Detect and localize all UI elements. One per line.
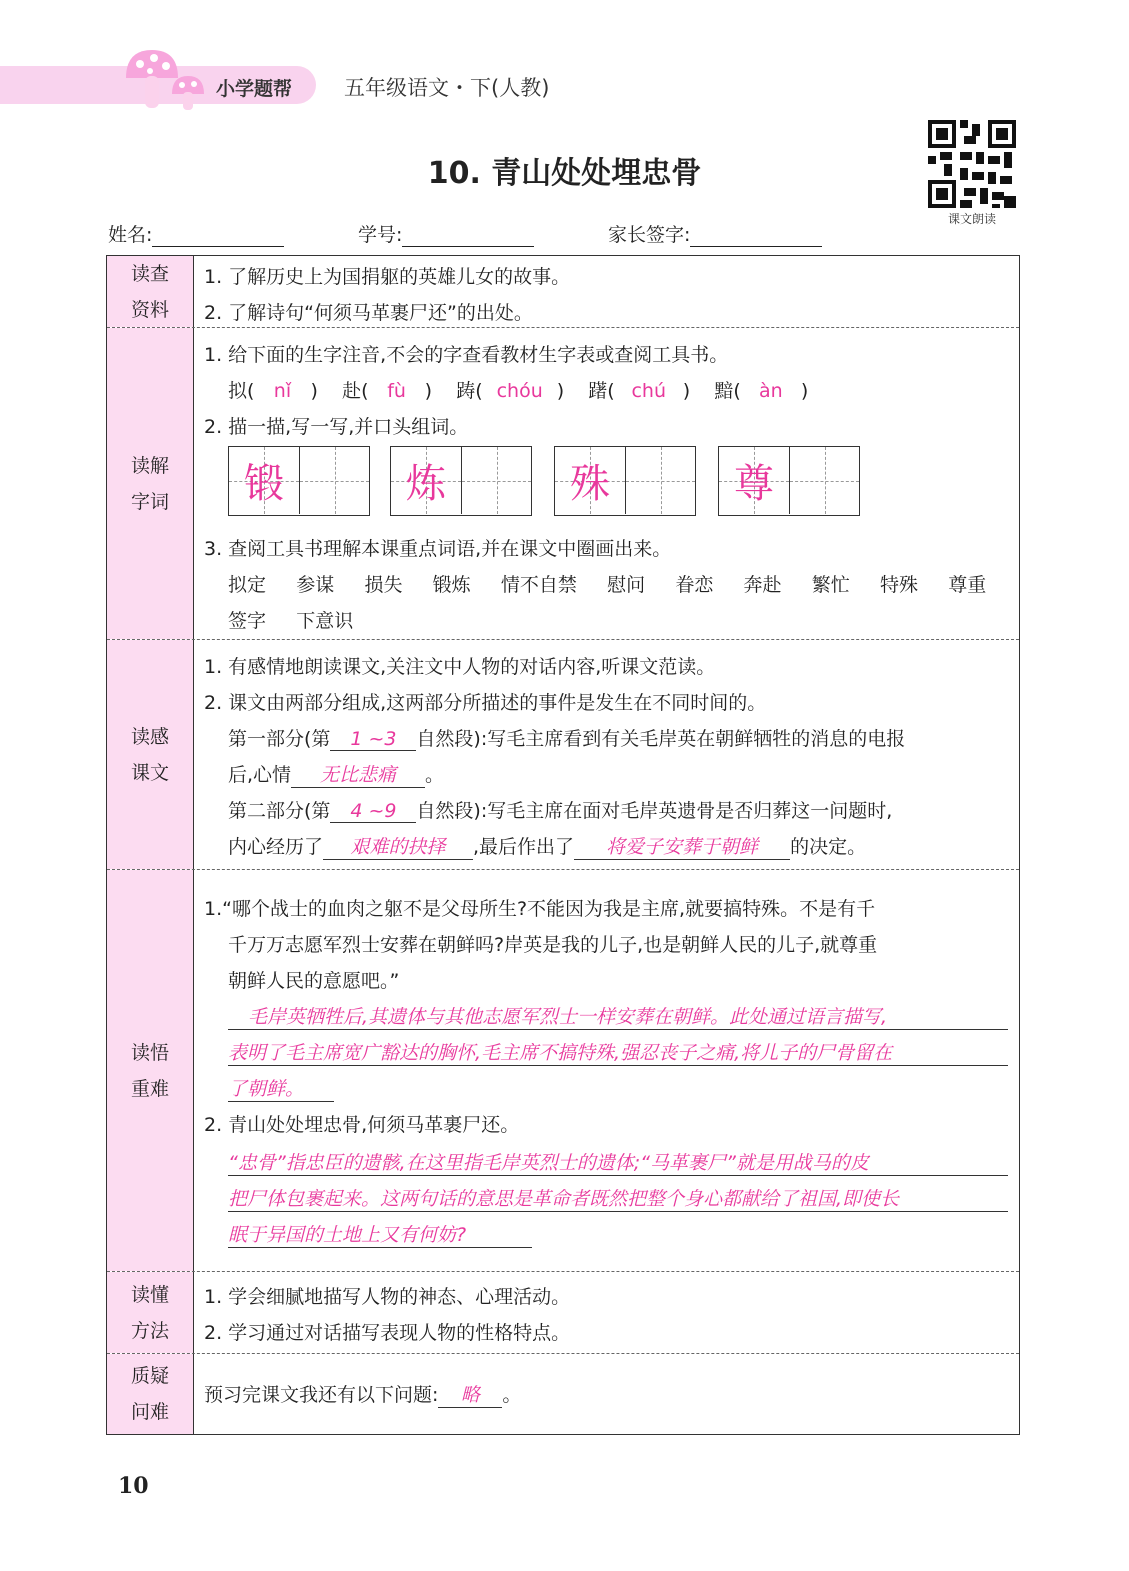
row-vocabulary xyxy=(107,328,1019,640)
item-text: 1. 学会细腻地描写人物的神态、心理活动。 xyxy=(204,1286,571,1308)
trace-character: 尊 xyxy=(734,461,774,507)
part-one-line: 后,心情 无比悲痛 。 xyxy=(228,760,444,788)
row-research xyxy=(107,256,1019,328)
answer-line: 眠于异国的土地上又有何妨? xyxy=(228,1220,532,1248)
writing-grid[interactable] xyxy=(390,446,532,516)
qr-caption: 课文朗读 xyxy=(947,212,996,226)
parent-signature-field[interactable] xyxy=(608,220,822,247)
pinyin-answer: chóu xyxy=(496,380,543,402)
answer-blank: 将爱子安葬于朝鲜 xyxy=(574,832,790,860)
pinyin-answer: chú xyxy=(631,380,667,402)
item-text: 2. 学习通过对话描写表现人物的性格特点。 xyxy=(204,1322,571,1344)
row-label: 质疑问难 xyxy=(130,1365,169,1423)
item-text: 1. 有感情地朗读课文,关注文中人物的对话内容,听课文范读。 xyxy=(204,656,716,678)
item-text: 2. 描一描,写一写,并口头组词。 xyxy=(204,416,469,438)
row-label: 读感课文 xyxy=(130,725,169,784)
part-one-line: 第一部分(第 1 ~3 自然段):写毛主席看到有关毛岸英在朝鲜牺牲的消息的电报 xyxy=(228,728,906,750)
item-text: 2. 课文由两部分组成,这两部分所描述的事件是发生在不同时间的。 xyxy=(204,692,767,714)
part-two-line: 内心经历了 艰难的抉择 ,最后作出了 将爱子安葬于朝鲜 的决定。 xyxy=(228,832,866,860)
answer-line: “忠骨”指忠臣的遗骸,在这里指毛岸英烈士的遗体;“马革裹尸”就是用战马的皮 xyxy=(228,1148,1008,1176)
pinyin-answer: àn xyxy=(759,380,783,402)
question-prompt: 预习完课文我还有以下问题: 略 。 xyxy=(204,1380,521,1408)
row-methods xyxy=(107,1272,1019,1354)
row-text-reading xyxy=(107,640,1019,870)
row-label: 读悟重难 xyxy=(130,1041,169,1100)
word-list: 拟定 参谋 损失 锻炼 情不自禁 慰问 眷恋 奔赴 繁忙 特殊 尊重 xyxy=(228,574,987,596)
answer-line: 把尸体包裹起来。这两句话的意思是革命者既然把整个身心都献给了祖国,即使长 xyxy=(228,1184,1008,1212)
name-field[interactable] xyxy=(108,220,284,247)
item-text: 1. 给下面的生字注音,不会的字查看教材生字表或查阅工具书。 xyxy=(204,344,729,366)
row-label: 读懂方法 xyxy=(130,1283,169,1342)
answer-line: 了朝鲜。 xyxy=(228,1074,334,1102)
subject-label: 五年级语文・下(人教) xyxy=(344,76,550,100)
trace-character: 炼 xyxy=(406,461,446,507)
qr-code-icon[interactable] xyxy=(928,120,1016,208)
writing-grid[interactable] xyxy=(718,446,860,516)
quote-text: 朝鲜人民的意愿吧。” xyxy=(228,970,400,992)
word-list: 签字 下意识 xyxy=(228,610,354,632)
pinyin-answer: fù xyxy=(387,380,406,402)
number-label: 学号: xyxy=(358,224,403,246)
trace-character: 锻 xyxy=(244,461,284,507)
answer-blank: 无比悲痛 xyxy=(291,760,425,788)
item-text: 1. 了解历史上为国捐躯的英雄儿女的故事。 xyxy=(204,266,571,288)
writing-grid[interactable] xyxy=(228,446,370,516)
item-text: 2. 了解诗句“何须马革裹尸还”的出处。 xyxy=(204,302,533,324)
mushroom-icon xyxy=(120,44,212,112)
brand-name: 小学题帮 xyxy=(216,78,293,100)
name-label: 姓名: xyxy=(108,224,153,246)
answer-line: 表明了毛主席宽广豁达的胸怀,毛主席不搞特殊,强忍丧子之痛,将儿子的尸骨留在 xyxy=(228,1038,1008,1066)
row-key-points xyxy=(107,870,1019,1272)
item-text: 3. 查阅工具书理解本课重点词语,并在课文中圈画出来。 xyxy=(204,538,672,560)
page-number: 10 xyxy=(118,1473,149,1499)
page-title: 10. 青山处处埋忠骨 xyxy=(427,156,702,191)
quote-text: 千万万志愿军烈士安葬在朝鲜吗?岸英是我的儿子,也是朝鲜人民的儿子,就尊重 xyxy=(228,934,878,956)
writing-grid[interactable] xyxy=(554,446,696,516)
row-label: 读查资料 xyxy=(130,262,169,321)
answer-blank[interactable]: 略 xyxy=(438,1380,502,1408)
part-two-line: 第二部分(第 4 ~9 自然段):写毛主席在面对毛岸英遗骨是否归葬这一问题时, xyxy=(228,800,893,822)
trace-character: 殊 xyxy=(570,461,610,507)
quote-text: 2. 青山处处埋忠骨,何须马革裹尸还。 xyxy=(204,1114,520,1136)
worksheet-table xyxy=(106,255,1020,1435)
answer-blank: 4 ~9 xyxy=(330,800,416,823)
quote-text: 1.“哪个战士的血肉之躯不是父母所生?不能因为我是主席,就要搞特殊。不是有千 xyxy=(204,898,876,920)
row-questions xyxy=(107,1354,1019,1434)
row-label: 读解字词 xyxy=(130,454,169,513)
number-field[interactable] xyxy=(358,220,534,247)
parent-signature-label: 家长签字: xyxy=(608,224,691,246)
pinyin-row: 拟( nǐ ) 赴( fù ) 踌( chóu ) 躇( chú ) 黯( àn ) xyxy=(228,380,809,402)
answer-line: 毛岸英牺牲后,其遗体与其他志愿军烈士一样安葬在朝鲜。此处通过语言描写, xyxy=(228,1002,1008,1030)
answer-blank: 艰难的抉择 xyxy=(323,832,473,860)
answer-blank: 1 ~3 xyxy=(330,728,416,751)
pinyin-answer: nǐ xyxy=(273,380,292,402)
